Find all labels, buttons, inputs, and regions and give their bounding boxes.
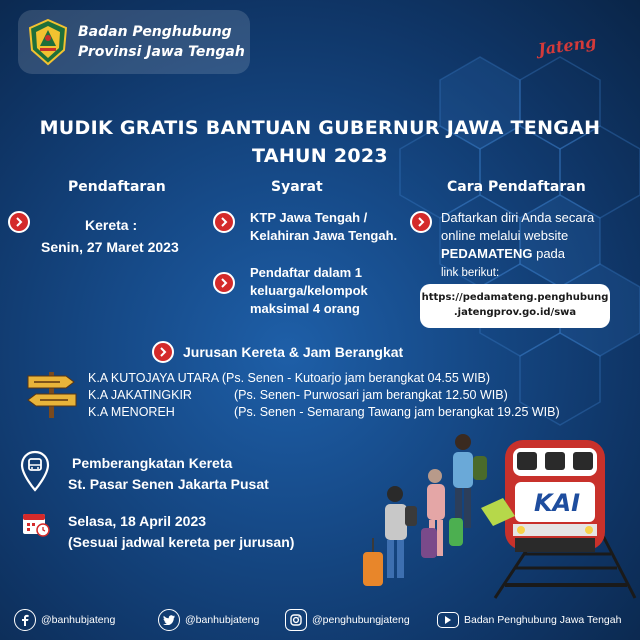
header-badge <box>18 10 250 74</box>
facebook-icon <box>14 609 36 631</box>
org-name-line2: Provinsi Jawa Tengah <box>78 44 245 60</box>
social-facebook[interactable] <box>14 609 115 631</box>
arrow-right-icon <box>410 211 432 233</box>
cara-line3 <box>441 245 565 263</box>
travel-illustration <box>355 420 640 600</box>
heading-pendaftaran: Pendaftaran <box>68 179 166 195</box>
youtube-channel: Badan Penghubung Jawa Tengah <box>464 614 622 626</box>
instagram-handle: @penghubungjateng <box>312 614 410 626</box>
cara-line1: Daftarkan diri Anda secara <box>441 210 595 225</box>
registration-link[interactable] <box>420 284 610 328</box>
syarat-item2-line3: maksimal 4 orang <box>250 301 360 316</box>
syarat-item2-line2: keluarga/kelompok <box>250 283 368 298</box>
cara-line4: link berikut: <box>441 267 500 279</box>
departure-line1: Pemberangkatan Kereta <box>72 455 233 471</box>
departure-line2: St. Pasar Senen Jakarta Pusat <box>68 476 269 492</box>
arrow-right-icon <box>152 341 174 363</box>
pendaftaran-line2: Senin, 27 Maret 2023 <box>41 239 179 255</box>
signpost-icon <box>22 368 82 418</box>
syarat-item2-line1: Pendaftar dalam 1 <box>250 265 362 280</box>
registration-link-line1: https://pedamateng.penghubung <box>421 292 609 303</box>
heading-cara-pendaftaran: Cara Pendaftaran <box>447 179 586 195</box>
date-line2: (Sesuai jadwal kereta per jurusan) <box>68 534 295 550</box>
date-line1: Selasa, 18 April 2023 <box>68 513 207 529</box>
jateng-brand-logo: Jateng <box>536 32 598 59</box>
kai-logo: KAI <box>533 489 581 517</box>
arrow-right-icon <box>8 211 30 233</box>
location-pin-icon <box>20 450 50 492</box>
youtube-icon <box>437 612 459 628</box>
syarat-item1-line2: Kelahiran Jawa Tengah. <box>250 228 398 243</box>
travelers-icon <box>363 434 515 586</box>
page-title-line2: TAHUN 2023 <box>252 145 388 167</box>
calendar-icon <box>22 511 50 537</box>
registration-link-line2: .jatengprov.go.id/swa <box>453 307 577 318</box>
social-twitter[interactable] <box>158 609 259 631</box>
syarat-item1-line1: KTP Jawa Tengah / <box>250 210 368 225</box>
facebook-handle: @banhubjateng <box>41 614 116 626</box>
route-item <box>88 371 490 385</box>
cara-line2: online melalui website <box>441 228 569 243</box>
route-detail: (Ps. Senen - Kutoarjo jam berangkat 04.55 WIB) <box>221 371 491 385</box>
footer <box>0 600 640 640</box>
route-item <box>88 405 175 419</box>
route-name: K.A KUTOJAYA UTARA <box>88 371 219 385</box>
instagram-icon <box>285 609 307 631</box>
org-name-line1: Badan Penghubung <box>78 24 232 40</box>
social-youtube[interactable] <box>437 609 621 631</box>
route-item <box>88 388 192 402</box>
twitter-handle: @banhubjateng <box>185 614 260 626</box>
page-title-line1: MUDIK GRATIS BANTUAN GUBERNUR JAWA TENGAH <box>39 117 601 139</box>
province-emblem-icon <box>26 18 70 66</box>
twitter-icon <box>158 609 180 631</box>
route-detail: (Ps. Senen- Purwosari jam berangkat 12.50 WIB) <box>234 388 508 402</box>
route-name: K.A JAKATINGKIR <box>88 388 192 402</box>
social-instagram[interactable] <box>285 609 410 631</box>
arrow-right-icon <box>213 211 235 233</box>
routes-heading: Jurusan Kereta & Jam Berangkat <box>183 344 404 360</box>
route-detail: (Ps. Senen - Semarang Tawang jam berangkat 19.25 WIB) <box>234 405 560 419</box>
cara-line3-rest: pada <box>532 246 566 261</box>
pendaftaran-line1: Kereta : <box>85 217 138 233</box>
arrow-right-icon <box>213 272 235 294</box>
heading-syarat: Syarat <box>271 179 323 195</box>
route-name: K.A MENOREH <box>88 405 175 419</box>
website-name: PEDAMATENG <box>441 246 533 261</box>
